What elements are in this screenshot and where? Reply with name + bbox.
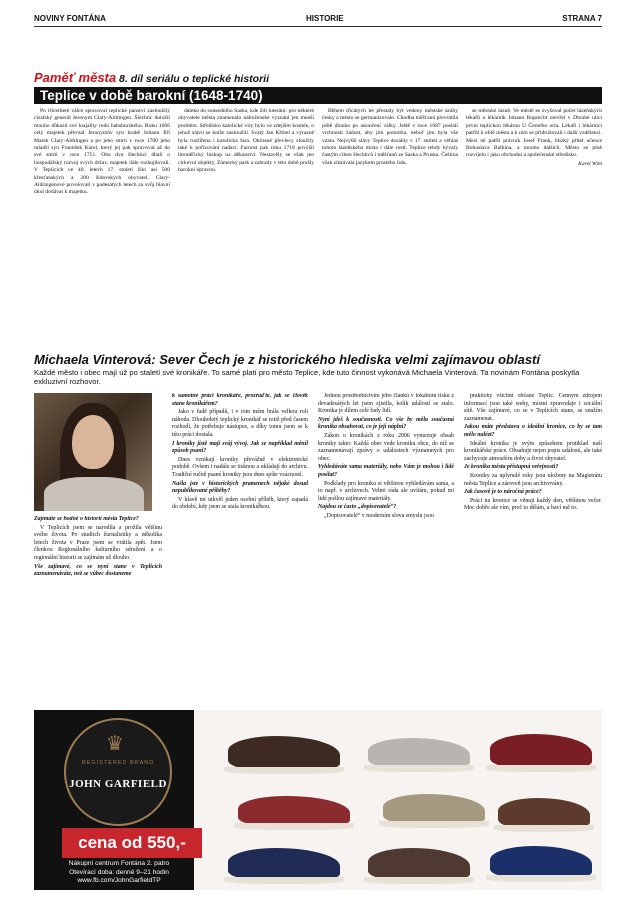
interview-answer: prakticky všichni občané Teplic. Cenným zdrojem informací jsou také weby, místní zpravodaje i sociální sítě. Vše zajímavé, co se v Teplicích stane, se snažím zaznamenat.: [464, 393, 602, 422]
shop-info: Nákupní centrum Fontána 2. patro Otevírací doba: denně 9–21 hodin www.fb.com/JohnGarfieldTP: [68, 860, 170, 884]
brand-badge: [64, 718, 172, 826]
series-title: Paměť města: [34, 70, 117, 85]
masthead-name: NOVINY FONTÁNA: [34, 14, 106, 23]
page-header: [34, 12, 602, 27]
series-subtitle: 8. díl seriálu o teplické historii: [119, 73, 269, 85]
interview-answer: Práci na kronice se věnuji každý den, většinou večer. Moc dobře ale vím, proč to dělám, a baví mě to.: [464, 497, 602, 512]
interview-question: Jak časově je to náročná práce?: [464, 489, 542, 496]
shoe-image: [486, 840, 596, 882]
shoe-image: [364, 842, 474, 884]
interview-answer: Kroniky za uplynulé roky jsou uloženy na Magistrátu města Teplice a zároveň jsou archivovány.: [464, 472, 602, 487]
interview-answer: Podklady pro kroniku si většinou vyhledávám sama, a to např. v archivech. Velmi ráda ale uvítám, pokud mi lidé pošlou zajímavé materiály.: [318, 480, 454, 502]
interview-question: Nyní jdeš k současnosti. Co vše by měla současná kronika obsahovat, co je její náplní?: [318, 416, 454, 431]
article1-title: Teplice v době barokní (1648-1740): [34, 87, 602, 104]
article1-col-1: Po třicetileté válce spravoval teplické panství zasloužilý císařský generál Jeronym Clary-Aldringen. Šlechtic doložil mnoho důkazů své loajality rodu habsburského. Roku 1666 celý majetek převzal Jeronymův syn hrabě Johann Jiří Marek Clary-Aldringen a po jeho smrti v roce 1700 jeho mladší syn František Karel, který jej pak spravoval až do své smrti v roce 1751. Oba dva šlechtici dbali o hospodářský rozvoj svých držav, majetek dále rozhojňovali. V Teplicích ve 40. letech 17. století žilo asi 500 křesťanských a 200 židovských obyvatel. Clary-Aldringenové povolovali v padesátých letech za svůj hlavní úkol dodávat k majetku.: [34, 108, 170, 196]
section-name: HISTORIE: [306, 14, 344, 23]
interview-answer: V Teplicích jsem se narodila a prožila většinu svého života. Po studiích žurnalistiky a několika letech života v Praze jsem se vrátila zpět. Jsem členkou Regionálního kulturního sdružení a o regionální historii se zajímám už dlouho.: [34, 524, 162, 561]
article2-col-2: [172, 393, 308, 703]
article2-title: Michaela Vinterová: Sever Čech je z historického hlediska velmi zajímavou oblastí: [34, 352, 540, 367]
interview-question: Je kronika města přístupná veřejnosti?: [464, 464, 559, 471]
series-kicker: [34, 70, 269, 85]
interview-answer: „Dopisovatelé“ v moderním slova smyslu jsou: [324, 512, 434, 519]
article1-col-3: Během třicátých let přestaly být vedeny městské knihy česky a město se germanizovalo. Chodba měšťanů převrátila ještě dlouho po ukončení války. Ještě v roce 1687 poslali vrchnosti žádost, aby jim pomohla, neboť jim byla vše vzata. Nejvyšší slávy Teplice dosáhly v 17. století a věhlas tohoto lázeňského místa i dále rostl. Teplice tehdy bývaly častým cílem šlechticů i měšťanů ze Saska a Pruska. Čeština však zůstávala jazykem prostého lidu.: [322, 108, 458, 166]
shoe-image: [364, 732, 474, 772]
article2-col-1: [34, 516, 162, 702]
shoe-image: [379, 788, 489, 828]
interview-question: k samotné práci kronikáře, prozraďte, jak se člověk stane kronikářem?: [172, 393, 308, 407]
price-tag: cena od 550,-: [62, 828, 202, 858]
interview-answer: Zákon o kronikách z roku 2006 vymezuje obsah kroniky takto: Každá obec vede kroniku obce, do níž se zaznamenávají zprávy o událostech významných pro obec.: [318, 432, 454, 462]
interview-question: Našla jste v historických pramenech nějaké dosud nepublikované příběhy?: [172, 480, 308, 495]
interview-answer: Ideální kronika je svým způsobem protiklad naší kronikářské práce. Obsahuje nejen popis událostí, ale také zachycuje atmosféru doby a život obyvatel.: [464, 440, 602, 462]
article1-col-4: se městské lázně. Ve městě se zvyšoval počet lázeňských lékařů a lékárník Johann Ruprecht otevřel v Dlouhé ulici první teplickou lékárnu U Černého orla. Lékaři i lékárníci patřili k elitě města a k nim se přidružovali i další vzdělanci. Mezi ně patřil právník Josef Frank, blízký přítel učence Bohuslava Balbína, a mnoho dalších. Město se plně rozvíjelo i jako obchodní a společenské středisko. Karel Wim: [466, 108, 602, 167]
page-number: STRANA 7: [562, 14, 602, 23]
interview-question: Najdou se často „dopisovatelé“?: [318, 504, 397, 511]
shoe-image: [486, 728, 596, 772]
brand-name: JOHN GARFIELD: [69, 778, 167, 790]
shoe-image: [224, 842, 344, 884]
interview-answer: V hlavě mi utkvěl jeden osobní příběh, který zapadá do období, kdy jsem se stala kronikářkou.: [172, 496, 308, 511]
shoe-advertisement[interactable]: [34, 710, 602, 890]
interview-answer: Jednou prostřednictvím jeho článků v lokálním tisku z devadesátých let jsem zjistila, kolik událostí se stalo. Kronika je dílem celé řady lidí.: [318, 393, 454, 415]
interview-question: Vše zajímavé, co se nyní stane v Teplicích zaznamenáváte, než se vůbec dostaneme: [34, 563, 162, 578]
crown-icon: ♛: [106, 733, 124, 755]
interview-question: Jakou máte představu o ideální kronice, co by se tam mělo nalézt?: [464, 424, 602, 438]
portrait-photo: [34, 393, 152, 511]
shoe-image: [224, 730, 344, 774]
interview-question: I kroniky jistě mají svůj vývoj. Jak se například měnil způsob psaní?: [172, 440, 308, 455]
article2-col-3: [318, 393, 454, 703]
interview-question: Vyhledáváte sama materiály, nebo Vám je mohou i lidé posílat?: [318, 464, 454, 478]
article1-col-2: daleko do sousedního Saska, kde žili luteráni: pro některé obyvatele města znamenalo náboženské vyznání jen menší problém. Středisko katolické víry bylo ve zdejším kostele, o jehož slávu se kníže zasloužili. Svatý Jan Křtitel a výrazně byla rozšířena i katolická fara. Občasné převlecy sloužily také k pořizování nadací. Farnost pak roku 1718 povýšil litoměřický biskup na děkanství. Nestavěly se však jen církevní objekty, Zámecký park a zahrady v této době prošly barokní úpravou.: [178, 108, 314, 174]
badge-tagline: REGISTERED BRAND: [81, 760, 155, 766]
article2-lead: Každé město i obec mají už po staletí své kronikáře. To samé platí pro město Teplice, kde tuto činnost vykonává Michaela Vinterová. Ta novinám Fontána poskytla exkluzivní rozhovor.: [34, 368, 580, 386]
article1-byline: Karel Wim: [578, 160, 602, 167]
interview-question: Zajímáte se hodně o historii města Teplice?: [34, 516, 139, 522]
shoe-image: [494, 792, 594, 832]
interview-answer: Dnes vznikají kroniky převážně v elektronické podobě. Ovšem i nadále se tisknou a ukládají do archivu. Tradiční ručně psané kroniky jsou dnes spíše vzácností.: [172, 456, 308, 478]
interview-answer: Jako v řadě případů, i v tom mém hrála velkou roli náhoda. Dlouholetý teplický kronikář se totiž před časem rozhodl, že potřebuje nástupce, a díky tomu jsem se k této práci dostala.: [172, 409, 308, 438]
article2-col-4: [464, 393, 602, 703]
shoe-image: [234, 790, 354, 830]
